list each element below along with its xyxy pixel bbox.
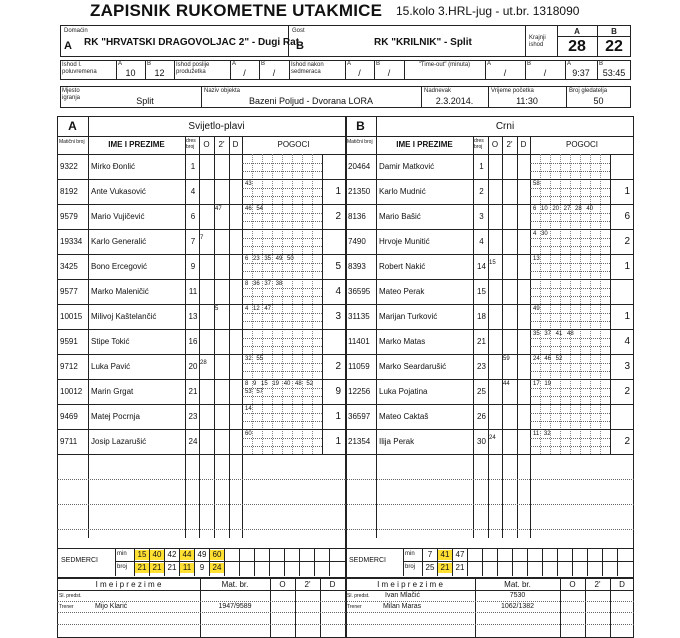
sedmerci-broj-label: broj: [405, 564, 416, 570]
player-goals-total: 2: [335, 211, 341, 222]
sedmerci-player: 21: [150, 563, 164, 573]
player-goal-minutes: 4 30: [533, 231, 548, 237]
col-name-header: IME I PREZIME: [396, 140, 453, 149]
place: Split: [136, 96, 154, 106]
official-coach-label: Trener: [347, 604, 362, 610]
date-label: Nadnevak: [424, 88, 452, 94]
team-jersey-color: Svijetlo-plavi: [188, 121, 245, 132]
player-name: Karlo Generalić: [91, 237, 147, 246]
player-jersey: 18: [477, 312, 486, 321]
col-d-header: D: [232, 140, 239, 149]
timeout-a-time: 9:37: [572, 68, 590, 78]
player-reg-number: 21354: [348, 437, 371, 446]
player-jersey: 2: [479, 187, 484, 196]
guest-label: Gost: [292, 28, 305, 34]
official-coach-name: Milan Maras: [383, 603, 422, 610]
player-goal-minutes: 17 19: [533, 381, 552, 387]
timeout-b: /: [543, 68, 547, 78]
col-jersey-header: dres broj: [186, 138, 196, 150]
pen-label: Ishod nakon sedmeraca: [291, 62, 324, 75]
player-reg-number: 11059: [348, 362, 370, 371]
player-name: Stipe Tokić: [91, 337, 130, 346]
sedmerci-label: SEDMERCI: [61, 557, 98, 564]
player-suspension: 59: [503, 356, 510, 362]
player-reg-number: 11401: [348, 337, 370, 346]
officials-d-header: D: [619, 580, 625, 589]
player-goal-minutes: 35 37 41 48: [533, 331, 574, 337]
player-goal-minutes: 8 9 15 19 40 48 52: [245, 381, 314, 387]
officials-d-header: D: [329, 580, 336, 589]
player-name: Marko Matas: [379, 337, 426, 346]
pen-score-a: /: [358, 68, 361, 78]
sedmerci-minute: 44: [180, 550, 194, 560]
time-label: Vrijeme početka: [491, 88, 534, 94]
ext-score-b: /: [272, 68, 276, 78]
player-reg-number: 10012: [60, 387, 83, 396]
official-rep-mat: 7530: [509, 592, 526, 599]
half-score-b: 12: [154, 68, 165, 78]
player-reg-number: 12256: [348, 387, 371, 396]
player-goal-minutes: 6 23 35 49 50: [245, 256, 294, 262]
col-2min-header: 2': [506, 140, 513, 149]
final-a-label: A: [574, 27, 580, 36]
player-goals-total: 1: [624, 311, 630, 322]
player-jersey: 21: [188, 387, 198, 396]
col-o-header: O: [491, 140, 499, 149]
player-goals-total: 4: [624, 336, 630, 347]
player-goals-total: 1: [335, 186, 341, 197]
player-jersey: 21: [477, 337, 486, 346]
player-name: Luka Pojatina: [379, 387, 428, 396]
player-name: Robert Nakić: [379, 262, 426, 271]
player-name: Mateo Caktaš: [379, 412, 429, 421]
player-goals-total: 9: [335, 386, 341, 397]
sedmerci-min-label: min: [117, 551, 127, 557]
spectators-label: Broj gledatelja: [569, 88, 608, 94]
official-coach-label: Trener: [59, 604, 74, 610]
player-jersey: 25: [477, 387, 486, 396]
player-name: Marijan Turković: [379, 312, 438, 321]
player-goals-total: 2: [624, 386, 630, 397]
col-jersey-header: dres broj: [474, 138, 484, 150]
player-jersey: 23: [477, 362, 486, 371]
pen-score-b: /: [387, 68, 391, 78]
player-reg-number: 9711: [60, 437, 78, 446]
player-name: Mario Vujičević: [91, 212, 145, 221]
player-name: Mario Bašić: [379, 212, 421, 221]
sedmerci-player: 9: [199, 563, 205, 572]
timeout-b-time: 53:45: [602, 68, 626, 78]
player-warning: 28: [200, 360, 207, 366]
player-name: Marko Maleničić: [91, 287, 149, 296]
player-goals-total: 2: [624, 236, 630, 247]
player-name: Karlo Mudnić: [379, 187, 426, 196]
player-goal-minutes: 24 46 52: [533, 356, 563, 362]
sedmerci-minute: 42: [167, 550, 177, 559]
player-name: Marin Grgat: [91, 387, 134, 396]
match-date: 2.3.2014.: [435, 96, 474, 106]
sedmerci-player: 25: [425, 563, 435, 572]
team-letter: A: [68, 119, 77, 133]
sedmerci-min-label: min: [405, 551, 415, 557]
player-name: Josip Lazarušić: [91, 437, 147, 446]
player-name: Mateo Perak: [379, 287, 425, 296]
final-label: Krajnji ishod: [529, 35, 546, 48]
player-reg-number: 9579: [60, 212, 78, 221]
half-score-a: 10: [125, 68, 136, 78]
player-goal-minutes: 14: [245, 406, 252, 412]
player-goals-total: 1: [624, 186, 630, 197]
player-goal-minutes: 13: [533, 256, 540, 262]
player-reg-number: 19334: [60, 237, 83, 246]
player-name: Hrvoje Munitić: [379, 237, 430, 246]
player-jersey: 13: [188, 312, 198, 321]
officials-o-header: O: [569, 580, 576, 589]
officials-mat-header: Mat. br.: [221, 580, 249, 589]
sedmerci-player: 24: [210, 563, 224, 573]
guest-team-name: RK "KRILNIK" - Split: [374, 37, 472, 48]
sedmerci-minute: 41: [438, 550, 452, 560]
place-label: Mjesto igranja: [62, 88, 81, 101]
player-reg-number: 9591: [60, 337, 78, 346]
player-goals-total: 1: [335, 436, 341, 447]
official-rep-label: Sl. predst.: [347, 593, 370, 599]
sedmerci-player: 21: [438, 563, 452, 573]
spectators: 50: [593, 96, 604, 106]
guest-letter: B: [296, 40, 304, 52]
col-name-header: IME I PREZIME: [108, 140, 165, 149]
player-reg-number: 8393: [348, 262, 366, 271]
officials-name-header: I m e i p r e z i m e: [95, 580, 162, 589]
player-suspension: 44: [503, 381, 510, 387]
player-jersey: 16: [188, 337, 198, 346]
player-jersey: 4: [190, 187, 196, 196]
sedmerci-label: SEDMERCI: [349, 557, 386, 564]
player-name: Mirko Đonlić: [91, 162, 136, 171]
player-jersey: 23: [188, 412, 198, 421]
sedmerci-player: 21: [135, 563, 149, 573]
official-coach-mat: 1062/1382: [500, 603, 535, 610]
home-team-name: RK "HRVATSKI DRAGOVOLJAC 2" - Dugi Rat: [84, 37, 300, 48]
official-rep-label: Sl. predst.: [59, 593, 82, 599]
player-jersey: 11: [188, 287, 198, 296]
player-goals-total: 4: [335, 286, 341, 297]
ext-label: Ishod poslije produžetka: [176, 62, 210, 75]
player-reg-number: 9577: [60, 287, 78, 296]
player-name: Matej Pocrnja: [91, 412, 140, 421]
col-goals-header: POGOCI: [277, 140, 310, 149]
player-reg-number: 9712: [60, 362, 78, 371]
player-goals-total: 6: [624, 211, 630, 222]
player-reg-number: 10015: [60, 312, 83, 321]
team-letter: B: [356, 119, 365, 133]
half-label: Ishod I. poluvremena: [62, 62, 97, 75]
player-goal-minutes: 43: [245, 181, 252, 187]
round-info: 15.kolo 3.HRL-jug - ut.br. 1318090: [396, 4, 580, 18]
player-reg-number: 8136: [348, 212, 366, 221]
player-name: Ilija Perak: [379, 437, 415, 446]
player-goal-minutes-2: 53 57: [245, 389, 264, 395]
player-suspension: 47: [215, 206, 222, 212]
player-jersey: 24: [188, 437, 198, 446]
object-name: Bazeni Poljud - Dvorana LORA: [248, 96, 374, 106]
player-goals-total: 3: [624, 361, 630, 372]
player-warning: 7: [200, 235, 204, 241]
start-time: 11:30: [516, 96, 538, 106]
timeout-a: /: [503, 68, 507, 78]
player-reg-number: 20464: [348, 162, 371, 171]
player-reg-number: 36595: [348, 287, 371, 296]
player-goals-total: 3: [335, 311, 341, 322]
final-score-b: 22: [605, 38, 623, 55]
ext-score-a: /: [243, 68, 246, 78]
sedmerci-minute: 49: [197, 550, 207, 559]
official-coach-name: Mijo Klarić: [95, 603, 128, 610]
sedmerci-minute: 40: [150, 550, 164, 560]
player-jersey: 1: [190, 162, 196, 171]
player-warning: 15: [489, 260, 496, 266]
player-goal-minutes: 58: [533, 181, 540, 187]
col-2min-header: 2': [218, 140, 225, 149]
player-goals-total: 2: [624, 436, 630, 447]
player-suspension: 5: [215, 306, 219, 312]
player-goals-total: 5: [335, 261, 341, 272]
sedmerci-minute: 47: [455, 550, 465, 559]
sedmerci-player: 11: [180, 563, 194, 573]
sedmerci-player: 21: [455, 563, 465, 572]
officials-2min-header: 2': [594, 580, 601, 589]
col-goals-header: POGOCI: [565, 140, 598, 149]
home-letter: A: [64, 40, 72, 52]
col-o-header: O: [203, 140, 210, 149]
final-score-a: 28: [568, 38, 586, 55]
player-reg-number: 8192: [60, 187, 78, 196]
player-jersey: 6: [190, 212, 196, 221]
player-name: Milivoj Kaštelančić: [91, 312, 157, 321]
player-warning: 24: [489, 435, 496, 441]
player-goals-total: 1: [335, 411, 341, 422]
player-goal-minutes: 49: [533, 306, 540, 312]
sedmerci-minute: 60: [210, 550, 224, 560]
col-reg-header: Matični broj: [59, 139, 85, 145]
player-name: Marko Seardarušić: [379, 362, 447, 371]
player-reg-number: 21350: [348, 187, 371, 196]
player-goal-minutes: 46 54: [245, 206, 264, 212]
player-jersey: 7: [190, 237, 196, 246]
player-jersey: 4: [479, 237, 484, 246]
sedmerci-broj-label: broj: [117, 564, 128, 570]
col-reg-header: Matični broj: [347, 139, 373, 145]
player-goal-minutes: 6 10 20 27 28 40: [533, 206, 594, 212]
officials-2min-header: 2': [304, 580, 311, 589]
player-jersey: 9: [190, 262, 196, 271]
player-jersey: 14: [477, 262, 486, 271]
player-reg-number: 9469: [60, 412, 78, 421]
player-reg-number: 3425: [60, 262, 78, 271]
player-jersey: 15: [477, 287, 486, 296]
player-reg-number: 9322: [60, 162, 78, 171]
player-name: Luka Pavić: [91, 362, 131, 371]
player-goal-minutes: 32 55: [245, 356, 264, 362]
official-coach-mat: 1947/9589: [218, 603, 252, 610]
page-title: ZAPISNIK RUKOMETNE UTAKMICE: [90, 1, 383, 20]
player-name: Bono Ercegović: [91, 262, 148, 271]
team-jersey-color: Crni: [495, 121, 515, 132]
player-name: Ante Vukasović: [91, 187, 146, 196]
officials-o-header: O: [279, 580, 286, 589]
player-jersey: 26: [477, 412, 486, 421]
player-goals-total: 1: [624, 261, 630, 272]
player-goal-minutes: 60: [245, 431, 252, 437]
sedmerci-player: 21: [167, 563, 177, 572]
officials-name-header: I m e i p r e z i m e: [377, 580, 443, 589]
player-goals-total: 2: [335, 361, 341, 372]
player-jersey: 1: [479, 162, 484, 171]
home-label: Domaćin: [64, 28, 88, 34]
player-name: Damir Matković: [379, 162, 435, 171]
player-goal-minutes: 8 36 37 38: [245, 281, 283, 287]
player-reg-number: 36597: [348, 412, 371, 421]
player-jersey: 3: [479, 212, 484, 221]
player-goal-minutes: 11 32: [533, 431, 551, 437]
sedmerci-minute: 15: [135, 550, 149, 560]
official-rep-name: Ivan Mlačić: [385, 592, 421, 599]
player-goal-minutes: 4 12 47: [245, 306, 272, 312]
player-reg-number: 7490: [348, 237, 366, 246]
player-jersey: 20: [188, 362, 198, 371]
final-b-label: B: [611, 27, 617, 36]
player-reg-number: 31135: [348, 312, 370, 321]
officials-mat-header: Mat. br.: [504, 580, 531, 589]
timeout-label: "Time-out" (minuta): [418, 62, 471, 68]
sedmerci-minute: 7: [427, 550, 433, 559]
object-label: Naziv objekta: [204, 88, 241, 94]
col-d-header: D: [520, 140, 527, 149]
player-jersey: 30: [477, 437, 486, 446]
